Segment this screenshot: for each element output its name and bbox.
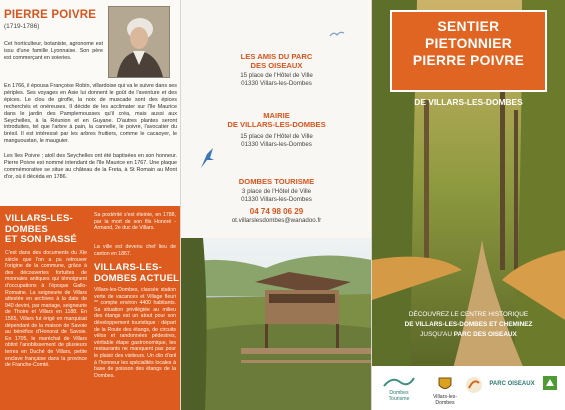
mairie-title-line-2: DE VILLARS-LES-DOMBES bbox=[227, 120, 326, 129]
mairie-street: 15 place de l'Hôtel de Ville bbox=[240, 133, 313, 140]
amis-parc-title-line-1: LES AMIS DU PARC bbox=[240, 52, 313, 61]
bio-paragraph-1: Cet horticulteur, botaniste, agronome est issu d'une famille Lyonnaise. Son père est commerçant en soieries. bbox=[4, 41, 103, 61]
dombes-street: 3 place de l'Hôtel de Ville bbox=[241, 188, 312, 195]
logo-parc-oiseaux-text: PARC OISEAUX bbox=[489, 381, 535, 387]
bird-figure-icon bbox=[199, 146, 215, 170]
dombes-tourisme-address bbox=[191, 188, 362, 204]
history-text: C'est dans des documents du XIe siècle que l'on a pu retrouver l'origine de la commune, grâce à des découvertes fortuites de monnaies antiques qui témoignent d'occupations à l'époque Gallo-Romaine. La seigneurie de Villars attestée en archives à la date de 940 devint, par mariage, seigneurie de Thoire et Villars en 1188. En 1565, Villars fut érigé en marquisat dépendant de la maison de Savoie au bénéfice d'Honorat de Savoie. En 1705, le maréchal de Villars obtint l'anoblissement de plusieurs terres en Duché de Villars, petite enclave française dans la province de Franche-Comté. bbox=[5, 250, 87, 369]
discover-line-2 bbox=[386, 321, 551, 330]
discover-line-3-prefix: JUSQU'AU bbox=[420, 331, 454, 338]
logo-parc-oiseaux bbox=[488, 376, 536, 387]
history-section bbox=[0, 206, 181, 410]
phone-number: 04 74 98 06 29 bbox=[249, 207, 304, 216]
history-heading-line-3: ET SON PASSÉ bbox=[5, 234, 77, 245]
pavilion-photo bbox=[181, 238, 372, 410]
discover-line-3-park: PARC DES OISEAUX bbox=[453, 331, 517, 338]
title-line-1: SENTIER bbox=[437, 19, 500, 34]
current-heading-line-2: DOMBES ACTUEL bbox=[94, 272, 180, 284]
logo-villars-crest bbox=[428, 376, 462, 406]
mairie-title bbox=[191, 111, 362, 129]
amis-parc-address bbox=[191, 72, 362, 88]
mairie-city: 01330 Villars-les-Dombes bbox=[241, 141, 312, 148]
dombes-city: 01330 Villars-les-Dombes bbox=[241, 196, 312, 203]
left-panel bbox=[0, 0, 181, 410]
bio-paragraph-2: En 1766, il épousa Françoise Robin, villardoise qui va le suivre dans ses périples. Ses voyages en Asie lui donnent le goût de l'aventure et des épices. Le clou de girofle, la noix de muscade sont des épices recherchés et onéreuses. Il décide de les acclimater sur l'île Maurice dans le jardin des Pamplemousses qu'il créa, mais aussi aux Seychelles, à la Réunion et en Guyane. D'autres plantes seront introduites, tel que l'arbre à pain, la cannelle, le poivre, l'avocatier du brésil. Il est intéressé par les arbres fruitiers, comme le cacaoyer, le manguoustan, le mauguier. bbox=[4, 83, 177, 145]
title-line-2: PIETONNIER bbox=[424, 36, 513, 51]
bio-paragraph-3: Les îles Poivre ; atoll des Seychelles ont été baptisées en son honneur. Pierre Poivre est nommé intendant de l'île Maurice en 1767. Une plaque commémorative se situe au château de la Freta, à St Romain au Mont d'or, où il décéda en 1786. bbox=[4, 153, 177, 180]
discover-line-3 bbox=[386, 331, 551, 340]
email-link[interactable]: ot.villarslesdombes@wanadoo.fr bbox=[231, 217, 322, 224]
amis-parc-city: 01330 Villars-les-Dombes bbox=[241, 80, 312, 87]
logo-green-square bbox=[542, 376, 558, 392]
history-heading bbox=[5, 214, 77, 246]
logo-dombes-tourisme bbox=[382, 376, 416, 402]
title-box bbox=[390, 10, 547, 92]
current-text: Villars-les-Dombes, classée station verte de vacances et Village fleuri ** compte environ 4400 habitants. Sa situation privilégiée au milieu des étangs est un atout pour son développement touristique : départ de la Route des étangs, de circuits vélos et randonnées pédestres, véritable étape gastronomique, les restaurants ne manquent pas pour le plaisir des visiteurs. Un clin d'œil à l'honneur les spécialités locales à base de poisson des étangs de la Dombes. bbox=[94, 287, 176, 379]
canton-text: La ville est devenu chef lieu de canton en 1867. bbox=[94, 244, 176, 257]
mairie-address bbox=[191, 133, 362, 149]
bird-icon bbox=[329, 30, 345, 38]
current-heading bbox=[94, 263, 179, 284]
pierre-poivre-dates: (1719-1786) bbox=[4, 23, 40, 30]
logo-dombes-tourisme-text: Dombes Tourisme bbox=[388, 390, 410, 402]
history-heading-line-2: DOMBES bbox=[5, 223, 48, 235]
title-line-3: PIERRE POIVRE bbox=[412, 53, 525, 68]
middle-panel bbox=[181, 0, 372, 410]
current-heading-line-1: VILLARS-LES- bbox=[94, 262, 162, 273]
amis-parc-title bbox=[191, 52, 362, 70]
amis-parc-street: 15 place de l'Hôtel de Ville bbox=[240, 72, 313, 79]
mairie-title-line-1: MAIRIE bbox=[263, 111, 290, 120]
subtitle: DE VILLARS-LES-DOMBES bbox=[414, 97, 523, 107]
pierre-poivre-portrait bbox=[108, 6, 170, 78]
discover-line-1: DÉCOUVREZ LE CENTRE HISTORIQUE bbox=[408, 311, 529, 318]
cover-panel bbox=[372, 0, 565, 410]
history-text-continued: Sa postérité s'est éteinte, en 1788, par la mort de son fils Honoré - Armand, 2e duc de Villars. bbox=[94, 212, 176, 232]
pierre-poivre-title: PIERRE POIVRE bbox=[4, 9, 97, 21]
logo-bird-emblem bbox=[464, 376, 484, 396]
logo-villars-text: Villars-les-Dombes bbox=[432, 394, 458, 406]
dombes-tourisme-title: DOMBES TOURISME bbox=[238, 177, 315, 186]
amis-parc-title-line-2: DES OISEAUX bbox=[250, 61, 303, 70]
history-heading-line-1: VILLARS-LES- bbox=[5, 213, 73, 224]
discover-line-2-text: DE VILLARS-LES-DOMBES ET CHEMINEZ bbox=[404, 321, 533, 328]
